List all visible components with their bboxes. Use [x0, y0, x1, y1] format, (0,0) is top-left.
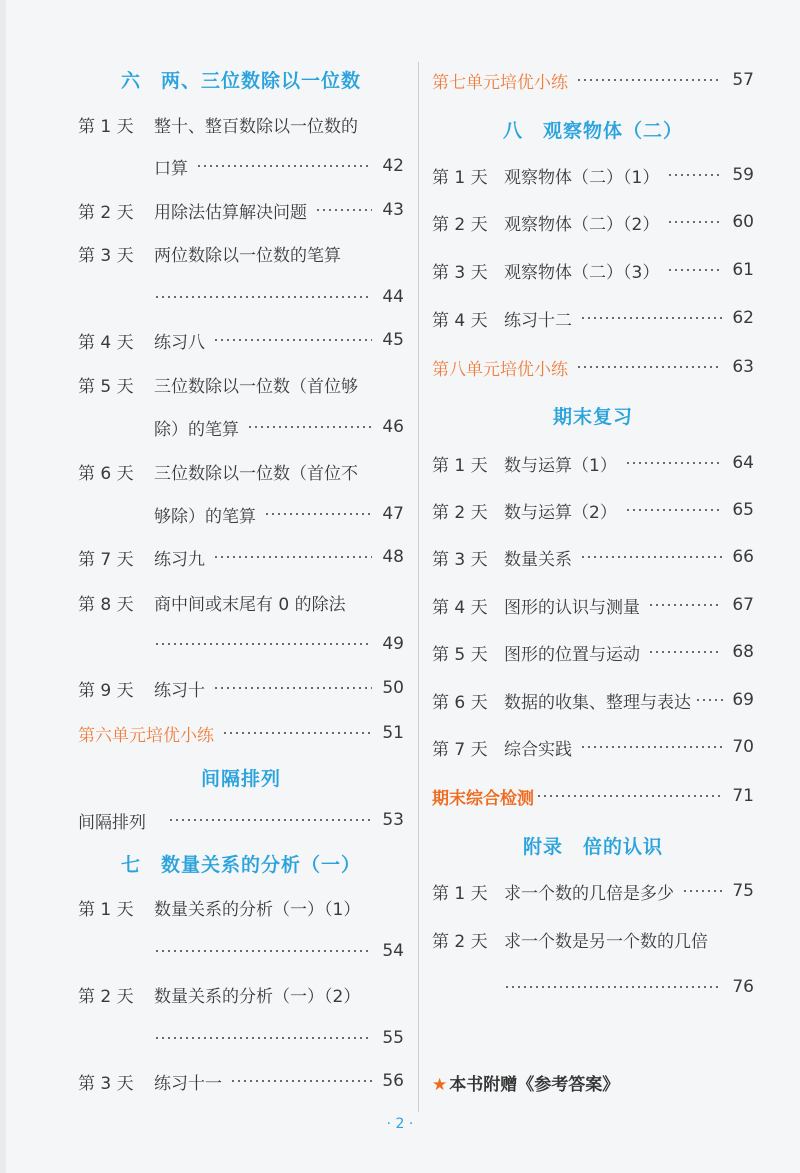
leader-dots: [168, 819, 372, 821]
unit6-heading: 六 两、三位数除以一位数: [120, 70, 361, 92]
leader-dots: [247, 426, 372, 428]
leader-dots: [315, 209, 372, 211]
toc-entry-cont[interactable]: 够除）的笔算 47: [154, 504, 404, 527]
toc-entry[interactable]: 第 7 天 综合实践 70: [432, 737, 754, 760]
toc-entry-cont[interactable]: 55: [78, 1024, 404, 1052]
star-icon: ★: [432, 1075, 448, 1095]
unit7-practice-entry[interactable]: 第七单元培优小练 57: [432, 70, 754, 93]
toc-entry[interactable]: 第 6 天 三位数除以一位数（首位不: [78, 463, 358, 484]
leader-dots: [667, 174, 722, 176]
toc-entry-cont[interactable]: 54: [78, 937, 404, 965]
leader-dots: [213, 687, 372, 689]
page-number: · 2 ·: [386, 1116, 414, 1132]
leader-dots: [576, 366, 722, 368]
toc-entry[interactable]: 第 1 天 数与运算（1） 64: [432, 453, 754, 476]
toc-entry[interactable]: 第 6 天 数据的收集、整理与表达 69: [432, 690, 754, 713]
leader-dots: [648, 651, 722, 653]
toc-entry[interactable]: 第 2 天 求一个数是另一个数的几倍: [432, 931, 708, 952]
leader-dots: [576, 79, 722, 81]
toc-entry-cont[interactable]: 76: [432, 973, 754, 1001]
leader-dots: [648, 604, 722, 606]
toc-entry[interactable]: 第 4 天 练习十二 62: [432, 308, 754, 331]
leader-dots: [230, 1080, 372, 1082]
toc-entry[interactable]: 第 2 天 观察物体（二）（2） 60: [432, 212, 754, 235]
toc-entry[interactable]: 第 1 天 整十、整百数除以一位数的: [78, 116, 358, 137]
unit6-practice-entry[interactable]: 第六单元培优小练 51: [78, 723, 404, 746]
page-edge: [0, 0, 6, 1173]
leader-dots: [695, 699, 726, 701]
toc-entry[interactable]: 第 2 天 数量关系的分析（一）（2）: [78, 986, 361, 1007]
toc-entry-cont[interactable]: 49: [78, 630, 404, 658]
leader-dots: [667, 221, 722, 223]
leader-dots: [504, 986, 722, 988]
toc-entry[interactable]: 间隔排列 53: [78, 810, 404, 833]
toc-entry[interactable]: 第 5 天 三位数除以一位数（首位够: [78, 376, 358, 397]
toc-entry-cont[interactable]: 除）的笔算 46: [154, 417, 404, 440]
leader-dots: [154, 950, 372, 952]
unit7-heading: 七 数量关系的分析（一）: [120, 854, 361, 876]
leader-dots: [580, 556, 722, 558]
leader-dots: [154, 296, 372, 298]
leader-dots: [625, 509, 722, 511]
unit8-heading: 八 观察物体（二）: [502, 120, 683, 142]
toc-entry[interactable]: 第 8 天 商中间或末尾有 0 的除法: [78, 594, 346, 615]
toc-entry-cont[interactable]: 口算 42: [154, 156, 404, 179]
gap-heading: 间隔排列: [200, 768, 281, 790]
leader-dots: [580, 317, 722, 319]
leader-dots: [667, 269, 722, 271]
leader-dots: [154, 1037, 372, 1039]
leader-dots: [536, 795, 722, 797]
toc-entry[interactable]: 第 2 天 用除法估算解决问题 43: [78, 200, 404, 223]
final-test-entry[interactable]: 期末综合检测 71: [432, 786, 754, 809]
leader-dots: [196, 165, 372, 167]
toc-entry[interactable]: 第 1 天 求一个数的几倍是多少 75: [432, 881, 754, 904]
toc-entry[interactable]: 第 3 天 观察物体（二）（3） 61: [432, 260, 754, 283]
unit8-practice-entry[interactable]: 第八单元培优小练 63: [432, 357, 754, 380]
toc-entry[interactable]: 第 5 天 图形的位置与运动 68: [432, 642, 754, 665]
leader-dots: [580, 746, 722, 748]
toc-entry[interactable]: 第 3 天 数量关系 66: [432, 547, 754, 570]
leader-dots: [264, 513, 372, 515]
leader-dots: [682, 890, 722, 892]
leader-dots: [625, 462, 722, 464]
answer-key-note: ★ 本书附赠《参考答案》: [432, 1075, 620, 1095]
toc-entry[interactable]: 第 3 天 练习十一 56: [78, 1071, 404, 1094]
toc-entry[interactable]: 第 9 天 练习十 50: [78, 678, 404, 701]
toc-entry[interactable]: 第 7 天 练习九 48: [78, 547, 404, 570]
appendix-heading: 附录 倍的认识: [522, 836, 663, 858]
toc-entry[interactable]: 第 1 天 数量关系的分析（一）（1）: [78, 899, 361, 920]
toc-entry[interactable]: 第 4 天 练习八 45: [78, 330, 404, 353]
toc-entry[interactable]: 第 4 天 图形的认识与测量 67: [432, 595, 754, 618]
toc-entry[interactable]: 第 3 天 两位数除以一位数的笔算: [78, 245, 341, 266]
leader-dots: [213, 556, 372, 558]
review-heading: 期末复习: [552, 406, 633, 428]
column-divider: [418, 62, 419, 1112]
leader-dots: [222, 732, 372, 734]
leader-dots: [154, 643, 372, 645]
leader-dots: [213, 339, 372, 341]
toc-entry[interactable]: 第 1 天 观察物体（二）（1） 59: [432, 165, 754, 188]
toc-entry-cont[interactable]: 44: [78, 283, 404, 311]
toc-entry[interactable]: 第 2 天 数与运算（2） 65: [432, 500, 754, 523]
